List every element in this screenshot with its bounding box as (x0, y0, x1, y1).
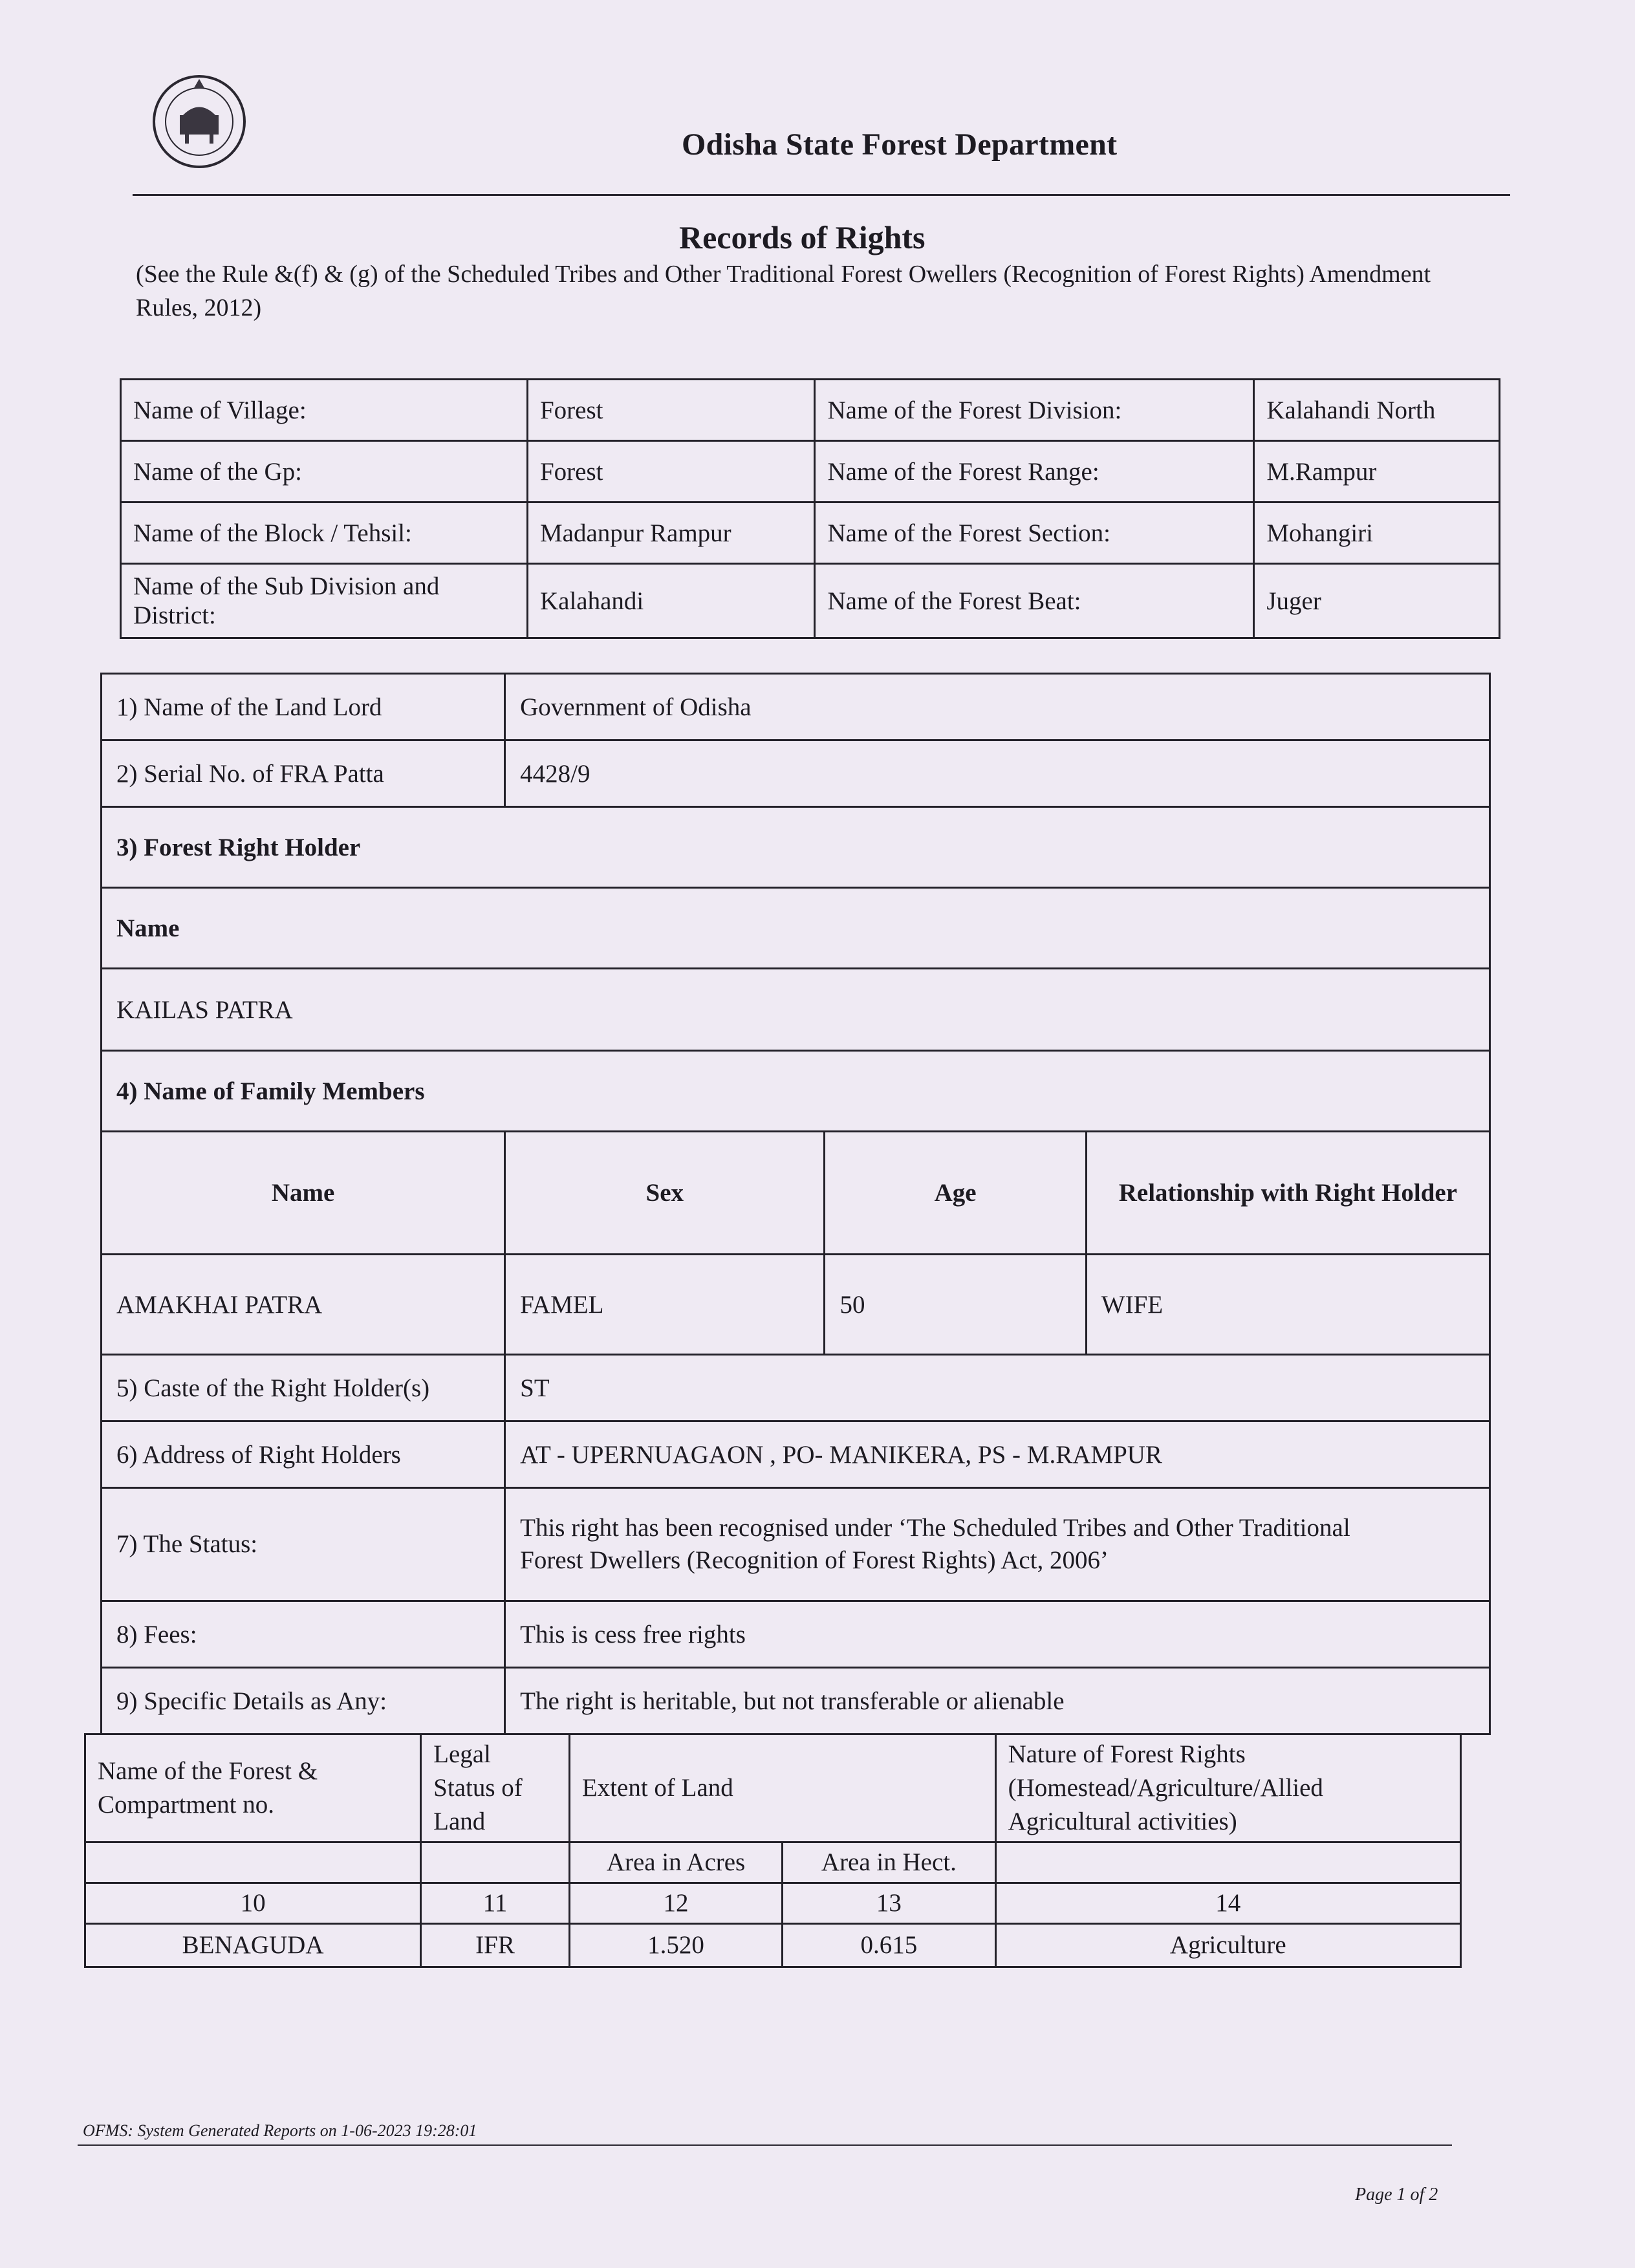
status-line-2: Forest Dwellers (Recognition of Forest Rights) Act, 2006’ (520, 1546, 1109, 1574)
table-row (102, 1668, 1490, 1734)
holder-name: KAILAS PATRA (102, 969, 1490, 1051)
empty-cell (85, 1842, 421, 1883)
generated-timestamp: OFMS: System Generated Reports on 1-06-2023 19:28:01 (83, 2121, 477, 2140)
sub-division-label: Name of the Sub Division and District: (121, 564, 528, 638)
gp-value: Forest (527, 441, 814, 502)
footer-divider (78, 2144, 1452, 2146)
status-label: 7) The Status: (102, 1488, 505, 1601)
col-number-14: 14 (995, 1883, 1460, 1924)
forest-section-value: Mohangiri (1254, 502, 1500, 564)
record-table (100, 673, 1491, 1735)
table-row (102, 674, 1490, 740)
family-member-sex: FAMEL (505, 1255, 825, 1355)
odisha-emblem-icon (147, 70, 251, 173)
empty-cell (421, 1842, 570, 1883)
col-nature-of-rights: Nature of Forest Rights (Homestead/Agriculture/Allied Agricultural activities) (995, 1734, 1460, 1842)
family-member-age: 50 (825, 1255, 1086, 1355)
document-title: Records of Rights (679, 219, 926, 255)
land-table (84, 1733, 1462, 1968)
col-number-10: 10 (85, 1883, 421, 1924)
forest-section-label: Name of the Forest Section: (815, 502, 1254, 564)
family-col-name: Name (102, 1132, 505, 1255)
header-divider (133, 194, 1510, 196)
table-row (102, 1355, 1490, 1421)
land-lord-label: 1) Name of the Land Lord (102, 674, 505, 740)
forest-beat-value: Juger (1254, 564, 1500, 638)
table-row (102, 969, 1490, 1051)
right-holder-heading: 3) Forest Right Holder (102, 807, 1490, 888)
table-row (102, 888, 1490, 969)
block-label: Name of the Block / Tehsil: (121, 502, 528, 564)
forest-range-value: M.Rampur (1254, 441, 1500, 502)
family-member-name: AMAKHAI PATRA (102, 1255, 505, 1355)
serial-label: 2) Serial No. of FRA Patta (102, 740, 505, 807)
table-row (102, 1601, 1490, 1668)
family-col-age: Age (825, 1132, 1086, 1255)
family-col-relationship: Relationship with Right Holder (1086, 1132, 1489, 1255)
department-title: Odisha State Forest Department (682, 127, 1118, 162)
col-area-acres: Area in Acres (569, 1842, 782, 1883)
table-row (102, 1132, 1490, 1255)
location-table (120, 378, 1500, 639)
status-value (505, 1488, 1490, 1601)
table-row (102, 1255, 1490, 1355)
table-row (102, 1488, 1490, 1601)
specific-details-value: The right is heritable, but not transferable or alienable (505, 1668, 1490, 1734)
specific-details-label: 9) Specific Details as Any: (102, 1668, 505, 1734)
table-row (121, 441, 1500, 502)
col-area-hect: Area in Hect. (783, 1842, 995, 1883)
page-number: Page 1 of 2 (1355, 2185, 1438, 2205)
col-number-11: 11 (421, 1883, 570, 1924)
col-number-13: 13 (783, 1883, 995, 1924)
land-lord-value: Government of Odisha (505, 674, 1490, 740)
col-number-12: 12 (569, 1883, 782, 1924)
table-row (85, 1883, 1461, 1924)
caste-label: 5) Caste of the Right Holder(s) (102, 1355, 505, 1421)
col-legal-status: Legal Status of Land (421, 1734, 570, 1842)
table-row (121, 380, 1500, 441)
name-heading: Name (102, 888, 1490, 969)
forest-division-label: Name of the Forest Division: (815, 380, 1254, 441)
area-acres-value: 1.520 (569, 1924, 782, 1967)
empty-cell (995, 1842, 1460, 1883)
table-row (102, 807, 1490, 888)
address-label: 6) Address of Right Holders (102, 1421, 505, 1488)
legal-status-value: IFR (421, 1924, 570, 1967)
sub-division-value: Kalahandi (527, 564, 814, 638)
status-line-1: This right has been recognised under ‘The Scheduled Tribes and Other Traditional (520, 1514, 1350, 1542)
family-members-heading: 4) Name of Family Members (102, 1051, 1490, 1132)
table-row (85, 1842, 1461, 1883)
col-extent-of-land: Extent of Land (569, 1734, 995, 1842)
family-col-sex: Sex (505, 1132, 825, 1255)
fees-label: 8) Fees: (102, 1601, 505, 1668)
table-row (121, 564, 1500, 638)
gp-label: Name of the Gp: (121, 441, 528, 502)
nature-of-rights-value: Agriculture (995, 1924, 1460, 1967)
fees-value: This is cess free rights (505, 1601, 1490, 1668)
table-row (85, 1924, 1461, 1967)
forest-division-value: Kalahandi North (1254, 380, 1500, 441)
family-member-relationship: WIFE (1086, 1255, 1489, 1355)
serial-value: 4428/9 (505, 740, 1490, 807)
document-subtitle: (See the Rule &(f) & (g) of the Scheduled Tribes and Other Traditional Forest Owellers (Recognition of Forest Rights) Amendment Rules, 2012) (136, 261, 1431, 321)
forest-name-value: BENAGUDA (85, 1924, 421, 1967)
block-value: Madanpur Rampur (527, 502, 814, 564)
table-row (121, 502, 1500, 564)
caste-value: ST (505, 1355, 1490, 1421)
table-row (102, 1421, 1490, 1488)
area-hect-value: 0.615 (783, 1924, 995, 1967)
village-label: Name of Village: (121, 380, 528, 441)
table-row (102, 1051, 1490, 1132)
village-value: Forest (527, 380, 814, 441)
address-value: AT - UPERNUAGAON , PO- MANIKERA, PS - M.RAMPUR (505, 1421, 1490, 1488)
col-forest-compartment: Name of the Forest & Compartment no. (85, 1734, 421, 1842)
forest-range-label: Name of the Forest Range: (815, 441, 1254, 502)
table-row (102, 740, 1490, 807)
forest-beat-label: Name of the Forest Beat: (815, 564, 1254, 638)
